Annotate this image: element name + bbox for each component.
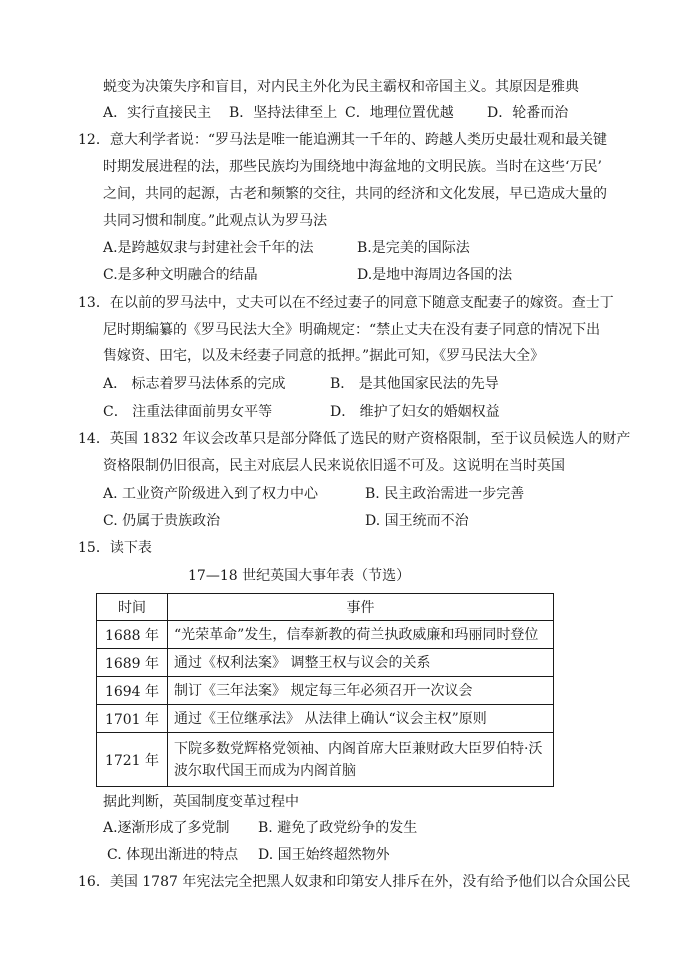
q12-option-d[interactable]: D.是地中海周边各国的法	[357, 267, 513, 283]
q11-option-d[interactable]: D．轮番而治	[487, 105, 569, 121]
table-header-time: 时间	[97, 594, 168, 621]
q12-option-b[interactable]: B.是完美的国际法	[357, 240, 470, 256]
events-table	[96, 593, 554, 787]
table-cell-event: 下院多数党辉格党领袖、内阁首席大臣兼财政大臣罗伯特·沃波尔取代国王而成为内阁首脑	[168, 733, 554, 787]
q12-option-c[interactable]: C.是多种文明融合的结晶	[103, 267, 258, 283]
table-cell-year: 1721 年	[97, 733, 168, 787]
table-cell-year: 1688 年	[97, 621, 168, 649]
table-header-row	[97, 594, 554, 621]
table-row	[97, 677, 554, 705]
table-caption: 17—18 世纪英国大事年表（节选）	[188, 568, 411, 584]
q15-option-a[interactable]: A.逐渐形成了多党制	[103, 820, 230, 836]
q13-option-b[interactable]: B． 是其他国家民法的先导	[330, 376, 499, 392]
q12-stem-line-4: 共同习惯和制度。”此观点认为罗马法	[103, 213, 328, 229]
table-cell-year: 1701 年	[97, 705, 168, 733]
q15-option-d[interactable]: D. 国王始终超然物外	[258, 847, 390, 863]
q13-option-d[interactable]: D． 维护了妇女的婚姻权益	[330, 404, 500, 420]
table-row	[97, 733, 554, 787]
q15-option-b[interactable]: B. 避免了政党纷争的发生	[258, 820, 418, 836]
q13-stem-line-2: 尼时期编纂的《罗马民法大全》明确规定：“禁止丈夫在没有妻子同意的情况下出	[103, 322, 601, 338]
q13-stem-line-3: 售嫁资、田宅，以及未经妻子同意的抵押。”据此可知，《罗马民法大全》	[103, 348, 545, 364]
q14-stem-line-1: 14．英国 1832 年议会改革只是部分降低了选民的财产资格限制，至于议员候选人的财产	[78, 431, 631, 447]
table-header-event: 事件	[168, 594, 554, 621]
q14-option-c[interactable]: C. 仍属于贵族政治	[103, 513, 221, 529]
q13-stem-line-1: 13．在以前的罗马法中，丈夫可以在不经过妻子的同意下随意支配妻子的嫁资。查士丁	[78, 295, 614, 311]
q11-option-a[interactable]: A．实行直接民主	[103, 105, 212, 121]
q15-stem: 15．读下表	[78, 540, 152, 556]
q13-option-a[interactable]: A． 标志着罗马法体系的完成	[103, 376, 286, 392]
q16-stem-line-1: 16．美国 1787 年宪法完全把黑人奴隶和印第安人排斥在外，没有给予他们以合众国公民	[78, 874, 631, 890]
q12-option-a[interactable]: A.是跨越奴隶与封建社会千年的法	[103, 240, 314, 256]
q13-option-c[interactable]: C． 注重法律面前男女平等	[103, 404, 273, 420]
q11-option-b[interactable]: B．坚持法律至上	[229, 105, 338, 121]
table-row	[97, 621, 554, 649]
table-row	[97, 705, 554, 733]
table-cell-event: 制订《三年法案》 规定每三年必须召开一次议会	[168, 677, 554, 705]
q15-after-table: 据此判断，英国制度变革过程中	[103, 794, 299, 810]
q11-option-c[interactable]: C．地理位置优越	[345, 105, 454, 121]
q12-stem-line-2: 时期发展进程的法，那些民族均为围绕地中海盆地的文明民族。当时在这些‘万民’	[103, 159, 602, 175]
q14-option-b[interactable]: B. 民主政治需进一步完善	[365, 486, 525, 502]
q12-stem-line-3: 之间，共同的起源，古老和频繁的交往，共同的经济和文化发展，早已造成大量的	[103, 186, 607, 202]
q15-option-c[interactable]: C. 体现出渐进的特点	[107, 847, 239, 863]
table-cell-event: 通过《权利法案》 调整王权与议会的关系	[168, 649, 554, 677]
table-cell-year: 1689 年	[97, 649, 168, 677]
q11-stem-tail: 蜕变为决策失序和盲目，对内民主外化为民主霸权和帝国主义。其原因是雅典	[103, 79, 579, 95]
table-cell-year: 1694 年	[97, 677, 168, 705]
table-cell-event: “光荣革命”发生，信奉新教的荷兰执政威廉和玛丽同时登位	[168, 621, 554, 649]
table-cell-event: 通过《王位继承法》 从法律上确认“议会主权”原则	[168, 705, 554, 733]
q12-stem-line-1: 12．意大利学者说：“罗马法是唯一能追溯其一千年的、跨越人类历史最壮观和最关键	[78, 132, 607, 148]
q14-option-d[interactable]: D. 国王统而不治	[365, 513, 469, 529]
table-row	[97, 649, 554, 677]
q14-stem-line-2: 资格限制仍旧很高，民主对底层人民来说依旧遥不可及。这说明在当时英国	[103, 458, 565, 474]
q14-option-a[interactable]: A. 工业资产阶级进入到了权力中心	[103, 486, 319, 502]
